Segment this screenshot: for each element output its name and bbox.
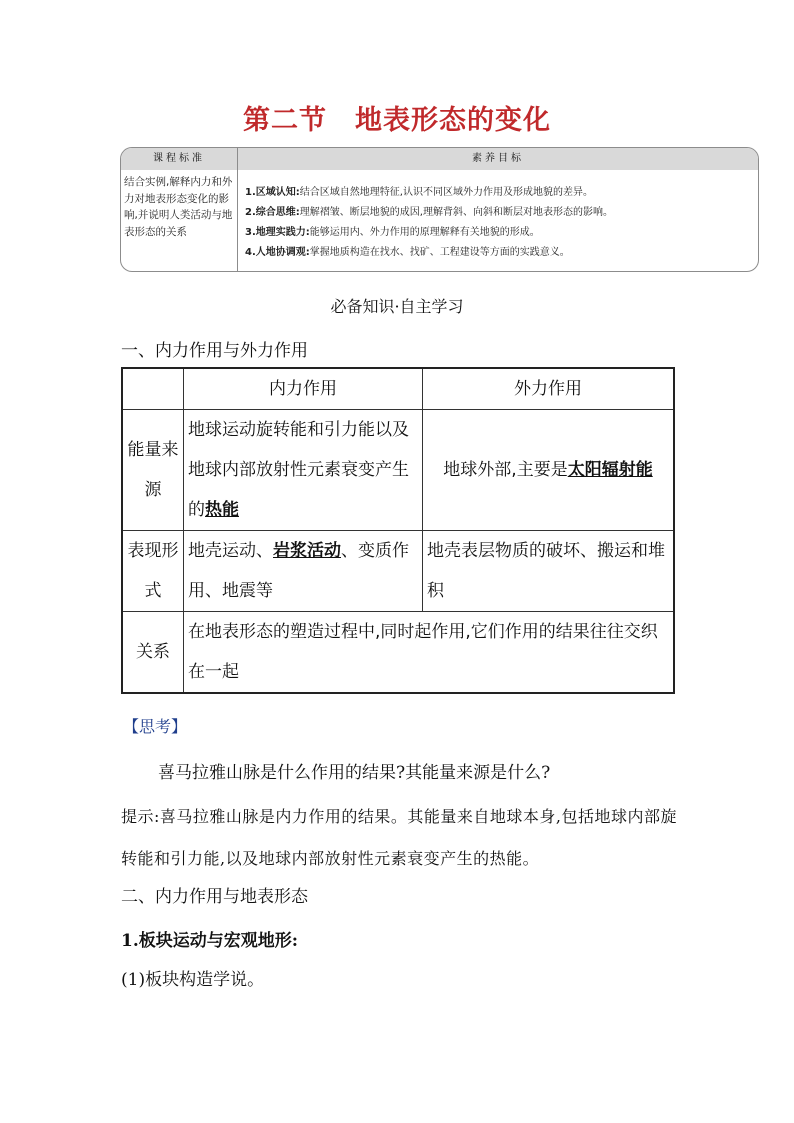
course-standard-text: 结合实例,解释内力和外力对地表形态变化的影响,并说明人类活动与地表形态的关系: [124, 176, 233, 238]
header-literacy-goals: 素养目标: [472, 153, 524, 164]
row-label-energy: 能量来源: [122, 410, 184, 531]
table-row: [122, 531, 674, 612]
row-label-relation: 关系: [122, 612, 184, 694]
goal-item: 4.人地协调观:掌握地质构造在找水、找矿、工程建设等方面的实践意义。: [245, 247, 570, 258]
table-row: [122, 410, 674, 531]
goal-item: 2.综合思维:理解褶皱、断层地貌的成因,理解背斜、向斜和断层对地表形态的影响。: [245, 207, 613, 218]
heading-plate-tectonics: (1)板块构造学说。: [121, 970, 265, 990]
think-label: 【思考】: [123, 717, 188, 736]
think-question: 喜马拉雅山脉是什么作用的结果?其能量来源是什么?: [158, 763, 551, 783]
header-course-standard: 课程标准: [153, 153, 205, 164]
table-row: [122, 368, 674, 410]
heading-internal-landforms: 二、内力作用与地表形态: [121, 887, 308, 907]
section-label: 必备知识·自主学习: [330, 297, 464, 316]
title-section: 第二节: [243, 105, 327, 136]
literacy-goals-list: [245, 183, 750, 263]
cell-internal-forms: 地壳运动、岩浆活动、变质作用、地震等: [184, 531, 423, 612]
cell-external-energy: 地球外部,主要是太阳辐射能: [423, 410, 675, 531]
column-divider: [237, 148, 238, 271]
col-header-external: 外力作用: [423, 368, 675, 410]
cell-external-forms: 地壳表层物质的破坏、搬运和堆积: [423, 531, 675, 612]
goal-item: 3.地理实践力:能够运用内、外力作用的原理解释有关地貌的形成。: [245, 227, 540, 238]
row-label-forms: 表现形式: [122, 531, 184, 612]
table-row: [122, 612, 674, 694]
heading-plate-movement: 1.板块运动与宏观地形:: [121, 931, 299, 951]
forces-table: [121, 367, 675, 694]
hint-text: 提示:喜马拉雅山脉是内力作用的结果。其能量来自地球本身,包括地球内部旋转能和引力能,以及地球内部放射性元素衰变产生的热能。: [121, 807, 677, 868]
cell-internal-energy: 地球运动旋转能和引力能以及地球内部放射性元素衰变产生的热能: [184, 410, 423, 531]
goal-item: 1.区域认知:结合区域自然地理特征,认识不同区域外力作用及形成地貌的差异。: [245, 187, 593, 198]
cell-relation: 在地表形态的塑造过程中,同时起作用,它们作用的结果往往交织在一起: [184, 612, 675, 694]
heading-internal-external: 一、内力作用与外力作用: [121, 341, 308, 361]
standards-box: [120, 147, 759, 272]
table-corner: [122, 368, 184, 410]
title-topic: 地表形态的变化: [355, 105, 551, 136]
col-header-internal: 内力作用: [184, 368, 423, 410]
page-title: [0, 98, 794, 137]
